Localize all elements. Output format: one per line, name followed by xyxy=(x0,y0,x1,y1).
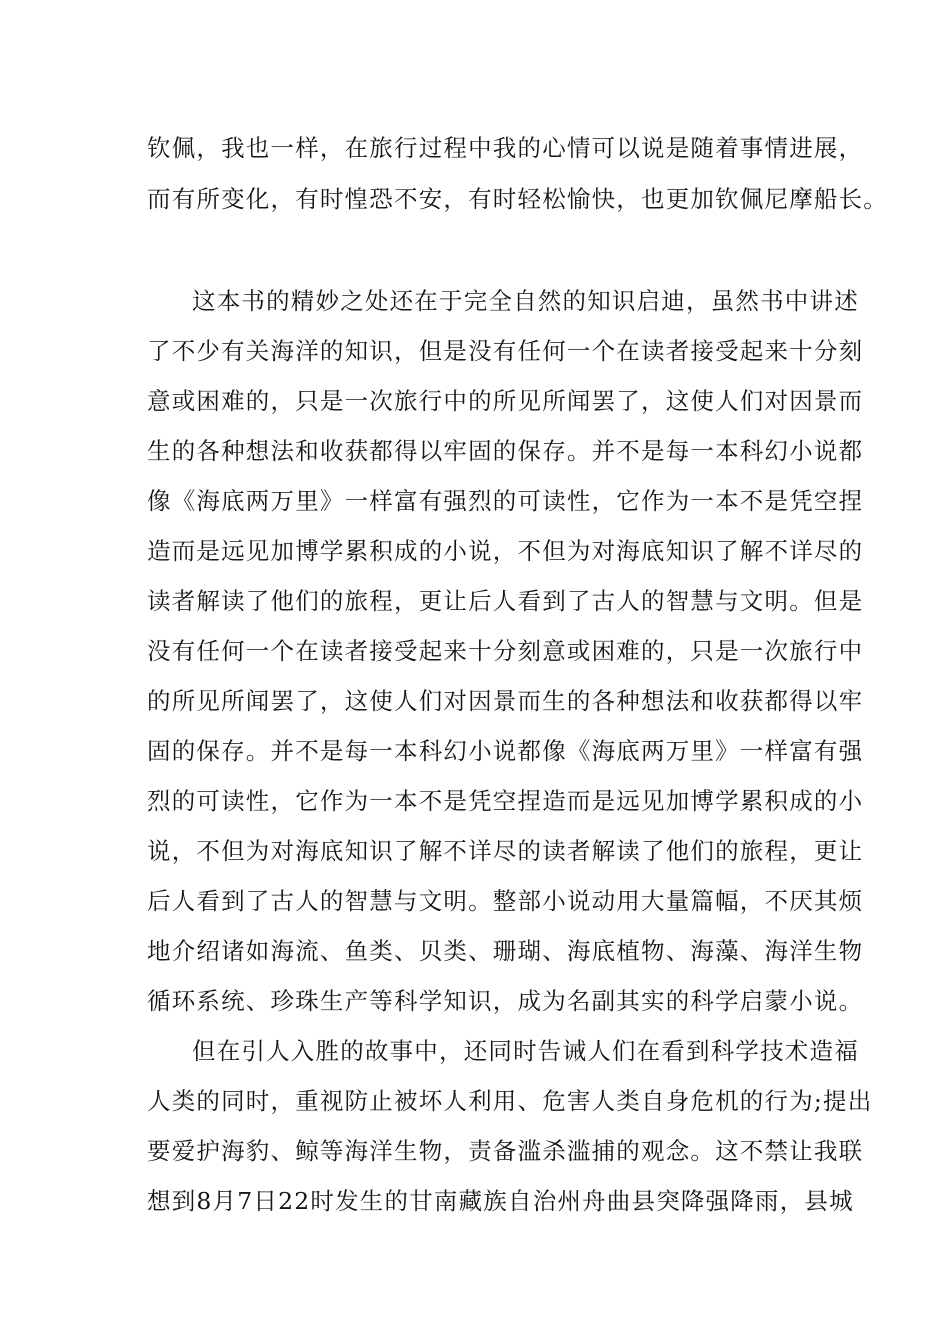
text-line: 的所见所闻罢了，这使人们对因景而生的各种想法和收获都得以牢 xyxy=(147,687,864,715)
text-line: 但在引人入胜的故事中，还同时告诫人们在看到科学技术造福 xyxy=(192,1037,859,1065)
text-line: 造而是远见加博学累积成的小说，不但为对海底知识了解不详尽的 xyxy=(147,537,864,565)
text-line: 烈的可读性，它作为一本不是凭空捏造而是远见加博学累积成的小 xyxy=(147,787,864,815)
text-line: 想到8月7日22时发生的甘南藏族自治州舟曲县突降强降雨，县城 xyxy=(147,1187,854,1215)
text-line: 而有所变化，有时惶恐不安，有时轻松愉快，也更加钦佩尼摩船长。 xyxy=(147,185,888,213)
text-line: 钦佩，我也一样，在旅行过程中我的心情可以说是随着事情进展， xyxy=(147,134,864,162)
text-line: 人类的同时，重视防止被坏人利用、危害人类自身危机的行为;提出 xyxy=(147,1087,873,1115)
text-line: 生的各种想法和收获都得以牢固的保存。并不是每一本科幻小说都 xyxy=(147,437,864,465)
text-line: 意或困难的，只是一次旅行中的所见所闻罢了，这使人们对因景而 xyxy=(147,387,864,415)
text-line: 地介绍诸如海流、鱼类、贝类、珊瑚、海底植物、海藻、海洋生物 xyxy=(147,937,864,965)
text-line: 像《海底两万里》一样富有强烈的可读性，它作为一本不是凭空捏 xyxy=(147,487,864,515)
text-line: 这本书的精妙之处还在于完全自然的知识启迪，虽然书中讲述 xyxy=(192,287,859,315)
text-line: 要爱护海豹、鲸等海洋生物，责备滥杀滥捕的观念。这不禁让我联 xyxy=(147,1137,864,1165)
text-line: 读者解读了他们的旅程，更让后人看到了古人的智慧与文明。但是 xyxy=(147,587,864,615)
text-line: 后人看到了古人的智慧与文明。整部小说动用大量篇幅，不厌其烦 xyxy=(147,887,864,915)
text-line: 没有任何一个在读者接受起来十分刻意或困难的，只是一次旅行中 xyxy=(147,637,864,665)
text-line: 了不少有关海洋的知识，但是没有任何一个在读者接受起来十分刻 xyxy=(147,337,864,365)
text-line: 说，不但为对海底知识了解不详尽的读者解读了他们的旅程，更让 xyxy=(147,837,864,865)
text-line: 固的保存。并不是每一本科幻小说都像《海底两万里》一样富有强 xyxy=(147,737,864,765)
text-line: 循环系统、珍珠生产等科学知识，成为名副其实的科学启蒙小说。 xyxy=(147,987,864,1015)
